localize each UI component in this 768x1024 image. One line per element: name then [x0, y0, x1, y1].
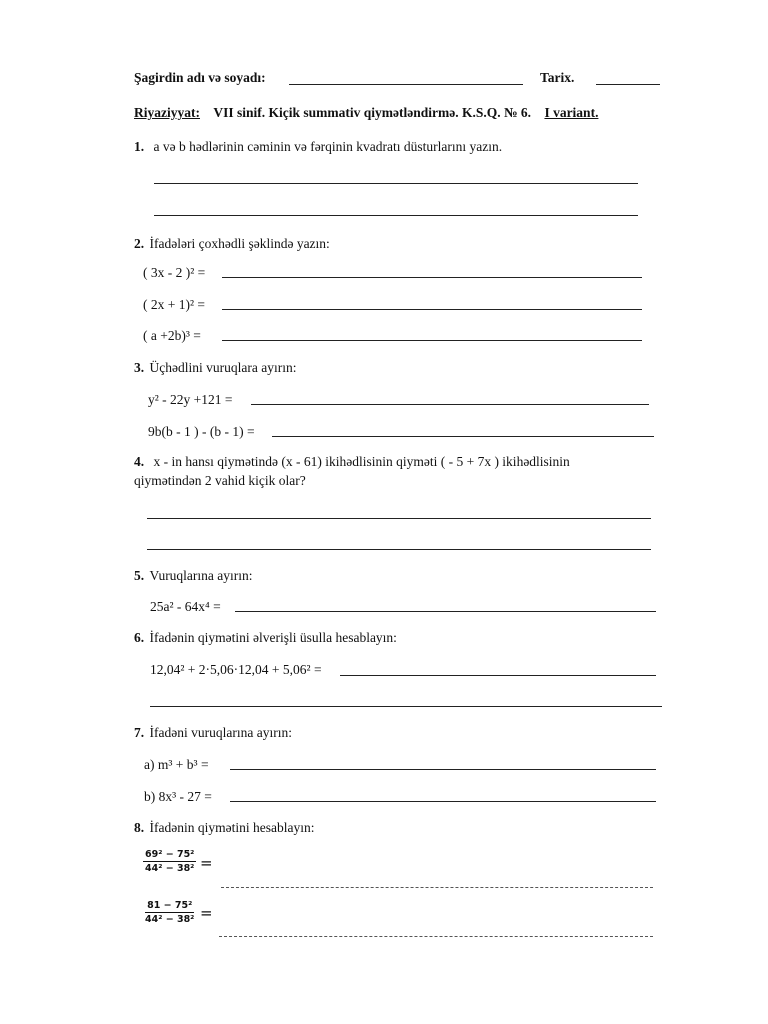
- date-line[interactable]: [596, 84, 660, 85]
- answer-line[interactable]: [340, 675, 656, 676]
- fraction-numerator: 81 − 75²: [147, 900, 193, 911]
- question-text: Vuruqlarına ayırın:: [149, 568, 253, 583]
- answer-line[interactable]: [154, 183, 638, 184]
- question-8: [134, 820, 314, 836]
- fraction-denominator: 44² − 38²: [145, 914, 195, 925]
- question-5: [134, 568, 253, 584]
- equals-sign: =: [200, 854, 213, 872]
- fraction-denominator: 44² − 38²: [145, 863, 195, 874]
- answer-line[interactable]: [251, 404, 649, 405]
- expression-7b: b) 8x³ - 27 =: [144, 789, 212, 804]
- answer-line[interactable]: [154, 215, 638, 216]
- question-1: [134, 139, 502, 155]
- expression-7a: a) m³ + b³ =: [144, 757, 209, 772]
- answer-line[interactable]: [222, 340, 642, 341]
- expression-2c: ( a +2b)³ =: [143, 328, 201, 343]
- question-6: [134, 630, 397, 646]
- answer-line[interactable]: [219, 936, 653, 937]
- question-text: x - in hansı qiymətində (x - 61) ikihədlisinin qiyməti ( - 5 + 7x ) ikihədlisinin: [153, 454, 570, 469]
- expression-6: 12,04² + 2·5,06·12,04 + 5,06² =: [150, 662, 322, 677]
- fraction-8a: [143, 849, 196, 874]
- student-name-line[interactable]: [289, 84, 523, 85]
- answer-line[interactable]: [222, 309, 642, 310]
- answer-line[interactable]: [147, 549, 651, 550]
- question-number: 2.: [134, 236, 145, 251]
- question-number: 7.: [134, 725, 145, 740]
- answer-line[interactable]: [147, 518, 651, 519]
- question-text: a və b hədlərinin cəminin və fərqinin kvadratı düsturlarını yazın.: [153, 139, 503, 154]
- expression-2b: ( 2x + 1)² =: [143, 297, 206, 312]
- question-4-continued: qiymətindən 2 vahid kiçik olar?: [134, 473, 306, 488]
- expression-3a: y² - 22y +121 =: [148, 392, 233, 407]
- answer-line[interactable]: [235, 611, 656, 612]
- question-text: İfadəni vuruqlarına ayırın:: [149, 725, 292, 740]
- student-name-label: Şagirdin adı və soyadı:: [134, 70, 266, 85]
- question-number: 5.: [134, 568, 145, 583]
- answer-line[interactable]: [222, 277, 642, 278]
- expression-3b: 9b(b - 1 ) - (b - 1) =: [148, 424, 255, 439]
- equals-sign: =: [200, 904, 213, 922]
- question-text: İfadənin qiymətini əlverişli üsulla hesablayın:: [149, 630, 397, 645]
- answer-line[interactable]: [272, 436, 654, 437]
- date-label: Tarix.: [540, 70, 575, 85]
- variant-label: I variant.: [544, 105, 599, 120]
- fraction-8b: [143, 900, 196, 925]
- fraction-numerator: 69² − 75²: [145, 849, 195, 860]
- answer-line[interactable]: [150, 706, 662, 707]
- title-text: VII sinif. Kiçik summativ qiymətləndirmə. K.S.Q. № 6.: [213, 105, 532, 120]
- subject-label: Riyaziyyat:: [134, 105, 200, 120]
- question-text: Üçhədlini vuruqlara ayırın:: [149, 360, 297, 375]
- question-number: 3.: [134, 360, 145, 375]
- question-4: [134, 454, 570, 470]
- answer-line[interactable]: [230, 801, 656, 802]
- question-number: 1.: [134, 139, 145, 154]
- title-row: [134, 105, 598, 121]
- question-number: 8.: [134, 820, 145, 835]
- question-text: İfadələri çoxhədli şəklində yazın:: [149, 236, 330, 251]
- question-3: [134, 360, 296, 376]
- question-number: 4.: [134, 454, 145, 469]
- expression-2a: ( 3x - 2 )² =: [143, 265, 206, 280]
- question-text: İfadənin qiymətini hesablayın:: [149, 820, 315, 835]
- question-number: 6.: [134, 630, 145, 645]
- question-2: [134, 236, 330, 252]
- answer-line[interactable]: [230, 769, 656, 770]
- question-7: [134, 725, 292, 741]
- expression-5: 25a² - 64x⁴ =: [150, 599, 221, 614]
- answer-line[interactable]: [221, 887, 653, 888]
